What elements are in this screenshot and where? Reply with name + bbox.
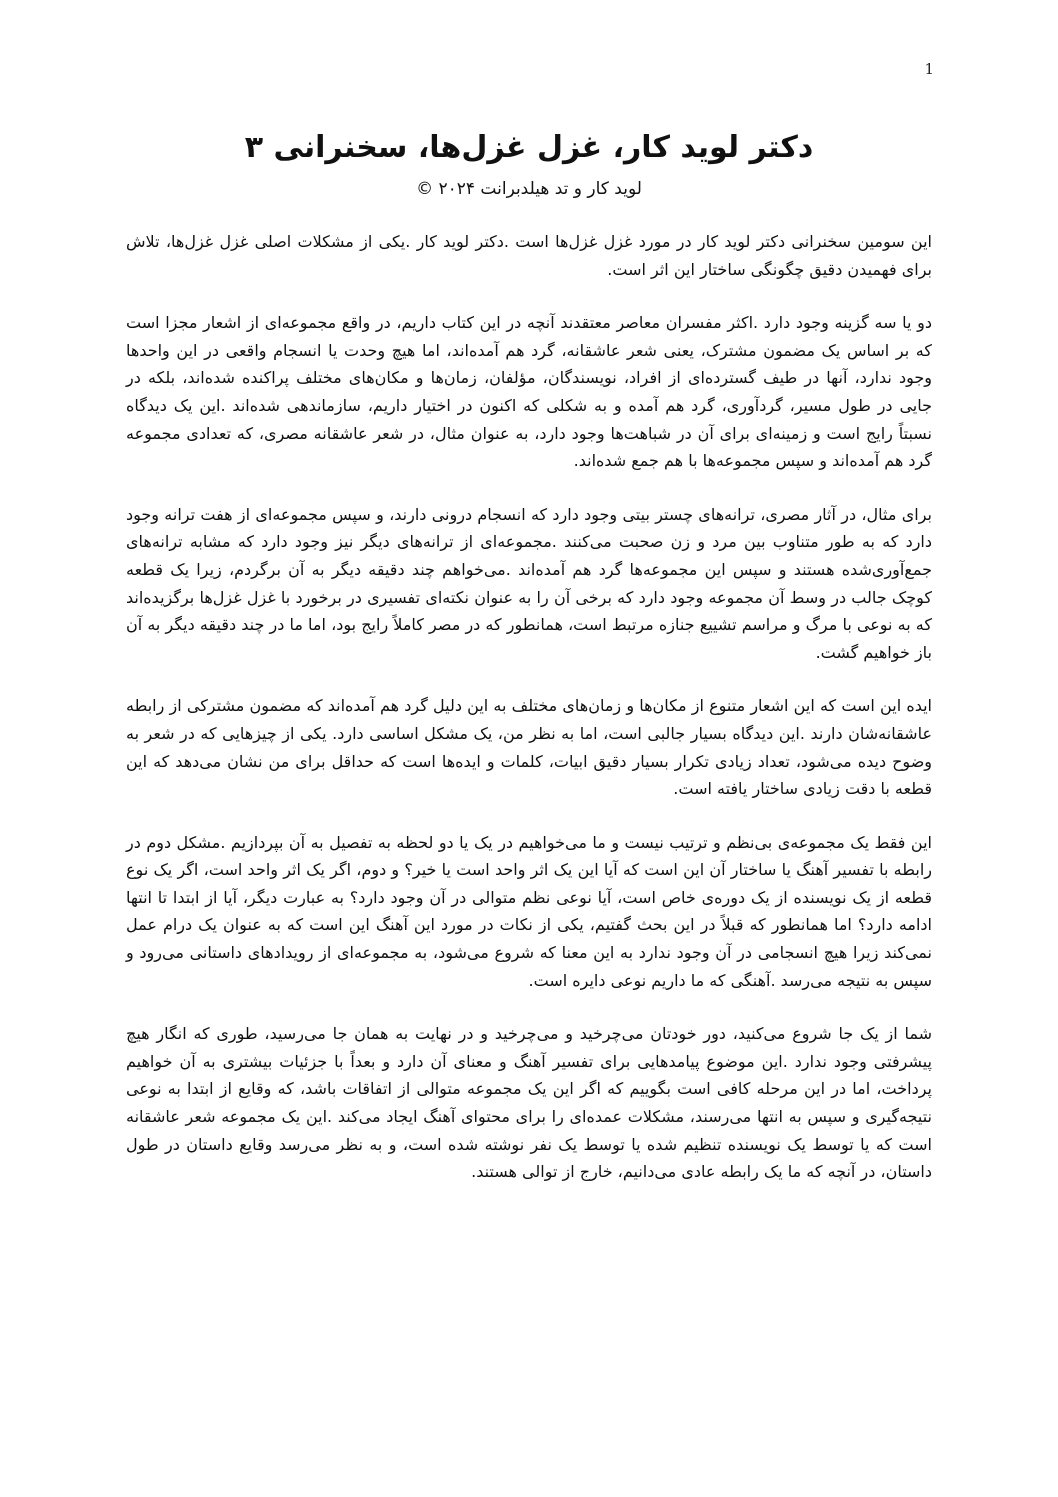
document-title: دکتر لوید کار، غزل غزل‌ها، سخنرانی ۳ <box>244 130 814 165</box>
page-number: 1 <box>924 60 934 78</box>
paragraph-4: ایده این است که این اشعار متنوع از مکان‌ها و زمان‌های مختلف به این دلیل گرد هم آمده‌اند که مضمون مشترکی از رابطه عاشقانه‌شان دارند .این دیدگاه بسیار جالبی است، اما به نظر من، یک مشکل اساسی دارد. یکی از چیزهایی که در شعر به وضوح دیده می‌شود، تعداد زیادی تکرار بسیار دقیق ابیات، کلمات و ایده‌ها است که حداقل برای من نشان می‌دهد که این قطعه با دقت زیادی ساختار یافته است. <box>126 696 932 799</box>
document-subtitle: لوید کار و تد هیلدبرانت ۲۰۲۴ © <box>416 179 642 199</box>
document-body <box>126 228 932 1212</box>
paragraph-1: این سومین سخنرانی دکتر لوید کار در مورد غزل غزل‌ها است .دکتر لوید کار .یکی از مشکلات اصلی غزل غزل‌ها، تلاش برای فهمیدن دقیق چگونگی ساختار این اثر است. <box>126 232 932 279</box>
paragraph-3: برای مثال، در آثار مصری، ترانه‌های چستر بیتی وجود دارد که انسجام درونی دارند، و سپس مجموعه‌ای از هفت ترانه وجود دارد که به طور متناوب بین مرد و زن صحبت می‌کنند .مجموعه‌ای از ترانه‌های دیگر نیز وجود دارد که مشابه ترانه‌های جمع‌آوری‌شده هستند و سپس این مجموعه‌ها گرد هم آمده‌اند .می‌خواهم چند دقیقه دیگر به آن برگردم، زیرا یک قطعه کوچک جالب در وسط آن مجموعه وجود دارد که برخی آن را به عنوان نکته‌ای تفسیری در برخورد با غزل غزل‌ها برگزیده‌اند که به نوعی با مرگ و مراسم تشییع جنازه مرتبط است، همانطور که در مصر کاملاً رایج بود، اما ما در چند دقیقه دیگر به آن باز خواهیم گشت. <box>126 504 932 662</box>
paragraph-2: دو یا سه گزینه وجود دارد .اکثر مفسران معاصر معتقدند آنچه در این کتاب داریم، در واقع مجموعه‌ای از اشعار مجزا است که بر اساس یک مضمون مشترک، یعنی شعر عاشقانه، گرد هم آمده‌اند، اما هیچ وحدت یا انسجام واقعی در این واحدها وجود ندارد، آنها در طیف گسترده‌ای از افراد، نویسندگان، مؤلفان، زمان‌ها و مکان‌های مختلف پراکنده شده‌اند، بلکه در جایی در طول مسیر، گردآوری، گرد هم آمده و به شکلی که اکنون در اختیار داریم، سازماندهی شده‌اند .این یک دیدگاه نسبتاً رایج است و زمینه‌ای برای آن در شباهت‌ها وجود دارد، به عنوان مثال، در شعر عاشقانه مصری، که تعدادی مجموعه گرد هم آمده‌اند و سپس مجموعه‌ها با هم جمع شده‌اند. <box>126 313 932 471</box>
paragraph-5: این فقط یک مجموعه‌ی بی‌نظم و ترتیب نیست و ما می‌خواهیم در یک یا دو لحظه به تفصیل به آن بپردازیم .مشکل دوم در رابطه با تفسیر آهنگ یا ساختار آن این است که آیا این یک اثر واحد است یا خیر؟ و دوم، اگر یک اثر واحد است، اگر یک نوع قطعه از یک نویسنده از یک دوره‌ی خاص است، آیا نوعی نظم متوالی در آن وجود دارد؟ به عبارت دیگر، آیا از ابتدا تا انتها ادامه دارد؟ اما همانطور که قبلاً در این بحث گفتیم، یکی از نکات در مورد این آهنگ این است که به عنوان یک درام عمل نمی‌کند زیرا هیچ انسجامی در آن وجود ندارد به این معنا که شروع می‌شود، به مجموعه‌ای از رویدادهای داستانی می‌رود و سپس به نتیجه می‌رسد .آهنگی که ما داریم نوعی دایره است. <box>126 832 932 990</box>
paragraph-6: شما از یک جا شروع می‌کنید، دور خودتان می‌چرخید و می‌چرخید و در نهایت به همان جا می‌رسید، طوری که انگار هیچ پیشرفتی وجود ندارد .این موضوع پیامدهایی برای تفسیر آهنگ و معنای آن دارد و بعداً با جزئیات بیشتری به آن خواهیم پرداخت، اما در این مرحله کافی است بگوییم که اگر این یک مجموعه متوالی از اتفاقات باشد، که وقایع از ابتدا به نوعی نتیجه‌گیری و سپس به انتها می‌رسند، مشکلات عمده‌ای را برای محتوای آهنگ ایجاد می‌کند .این یک مجموعه شعر عاشقانه است که یا توسط یک نویسنده تنظیم شده یا توسط یک نفر نوشته شده است، و به نظر می‌رسد وقایع داستان در طول داستان، در آنچه که ما یک رابطه عادی می‌دانیم، خارج از توالی هستند. <box>126 1024 932 1182</box>
